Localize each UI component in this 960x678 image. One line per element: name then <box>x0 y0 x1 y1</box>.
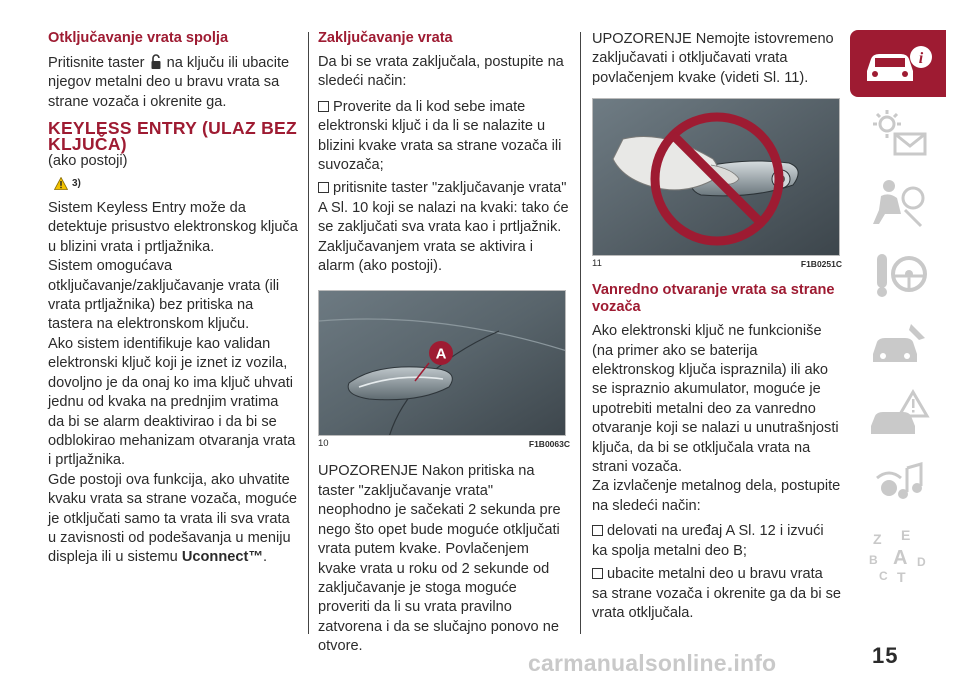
figure-11-caption <box>592 258 842 270</box>
media-music-icon <box>863 456 933 512</box>
tab-key-steering[interactable] <box>850 240 946 307</box>
text-press-key-rest: na ključu ili ubacite njegov metalni deo u bravu vrata sa strane vozača i okrenite ga. <box>48 55 290 110</box>
tab-car-info[interactable] <box>850 30 946 97</box>
tab-warning-lights[interactable] <box>850 100 946 167</box>
svg-text:C: C <box>879 568 888 583</box>
paragraph-warning-simultaneous: UPOZORENJE Nemojte istovremeno zaključavati i otključavati vrata povlačenjem kvake (videti Sl. 11). <box>592 31 834 86</box>
text-period: . <box>262 549 267 566</box>
bullet-check-key-text: Proverite da li kod sebe imate elektronski ključ i da li se nalazite u blizini kvake vrata sa strane vozača ili suvozača; <box>318 98 562 174</box>
figure-10-caption <box>318 438 570 450</box>
checkbox-bullet-icon <box>318 182 329 193</box>
column-right <box>592 30 842 623</box>
text-driver-door: Gde postoji ova funkcija, ako uhvatite kvaku vrata sa strane vozača, moguće je otključati samo ta vrata ili sva vrata u zavisnosti od podešavanja u meniju displeja ili u sistemu <box>48 471 298 566</box>
figure-number: 10 <box>318 438 329 450</box>
heading-keyless-entry: KEYLESS ENTRY (ULAZ BEZ KLJUČA) <box>48 118 298 155</box>
column-divider-right <box>580 32 581 634</box>
heading-door-lock: Zaključavanje vrata <box>318 30 453 46</box>
svg-text:Z: Z <box>873 530 882 547</box>
paragraph-extract-metal: Za izvlačenje metalnog dela, postupite na sledeći način: <box>592 478 841 514</box>
car-emergency-icon <box>863 386 933 442</box>
tab-media[interactable] <box>850 450 946 517</box>
paragraph-keyless-detect: Sistem Keyless Entry može da detektuje prisustvo elektronskog ključa u blizini vrata i prtljažnika. <box>48 200 298 255</box>
warning-triangle-icon <box>54 177 68 190</box>
tab-alphabet-index[interactable] <box>850 520 946 587</box>
paragraph-press-key <box>48 53 298 112</box>
svg-text:A: A <box>893 546 908 569</box>
car-service-icon <box>863 316 933 372</box>
bullet-check-key <box>318 98 570 176</box>
column-left <box>48 30 298 568</box>
keyless-optional-note: (ako postoji) <box>48 153 128 170</box>
svg-text:i: i <box>918 49 924 67</box>
checkbox-bullet-icon <box>592 525 603 536</box>
page-number: 15 <box>872 643 899 668</box>
bullet-press-lock <box>318 179 570 276</box>
column-middle <box>318 30 570 657</box>
watermark: carmanualsonline.info <box>528 650 777 676</box>
warning-lights-icon <box>863 106 933 162</box>
figure-code: F1B0251C <box>800 259 842 270</box>
warning-ref-number: 3) <box>72 177 81 189</box>
figure-door-handle <box>318 290 566 436</box>
unlock-padlock-icon <box>150 53 162 71</box>
checkbox-bullet-icon <box>318 101 329 112</box>
paragraph-keyless-lock: Sistem omogućava otključavanje/zaključavanje vrata (ili vrata prtljažnika) bez pritiska na tastera na elektronskom ključu. <box>48 258 280 333</box>
svg-text:T: T <box>897 568 906 584</box>
bullet-press-lock-text: pritisnite taster "zaključavanje vrata" A Sl. 10 koji se nalazi na kvaki: tako će se zaključati sva vrata kao i prtljažnik. Zaključavanjem vrata se aktivira i alarm (ako postoji). <box>318 180 569 275</box>
text-uconnect: Uconnect™ <box>181 549 263 566</box>
prohibited-handle-illustration <box>593 99 840 256</box>
seat-airbag-icon <box>863 176 933 232</box>
text-press-button: Pritisnite taster <box>48 55 145 71</box>
paragraph-keyless-driver-door <box>48 471 298 568</box>
bullet-insert-metal <box>592 565 842 623</box>
figure-number: 11 <box>592 258 602 270</box>
figure-code: F1B0063C <box>528 439 570 450</box>
column-divider-left <box>308 32 309 634</box>
svg-text:D: D <box>917 554 926 569</box>
figure-prohibited-handle <box>592 98 840 256</box>
paragraph-emergency-key: Ako elektronski ključ ne funkcioniše (na primer ako se baterija elektronskog ključa ispraznila) ili ako se ispraznio akumulator, moguće je upotrebiti metalni deo za vanredno otvaranje koji se nalazi u unutrašnjosti ključa, da bi se otključala vrata na strani vozača. <box>592 323 839 476</box>
svg-text:E: E <box>901 526 911 543</box>
warning-reference <box>54 174 298 193</box>
alphabet-index-icon <box>863 524 933 584</box>
bullet-insert-metal-text: ubacite metalni deo u bravu vrata sa strane vozača i okrenite ga da bi se vrata otključala. <box>592 566 842 621</box>
heading-emergency-opening: Vanredno otvaranje vrata sa strane vozača <box>592 282 835 316</box>
paragraph-lock-intro: Da bi se vrata zaključala, postupite na sledeći način: <box>318 54 564 90</box>
door-handle-illustration <box>319 291 566 436</box>
checkbox-bullet-icon <box>592 568 603 579</box>
chapter-tabs <box>850 30 946 590</box>
car-info-icon <box>861 41 935 87</box>
paragraph-keyless-valid: Ako sistem identifikuje kao validan elektronski ključ koji je iznet iz vozila, dovoljno je da onaj ko ima ključ uhvati jednu od kvaka na prednjim vratima da bi se alarm deaktivirao i da bi se odblokirao mehanizam otvaranja vrata i prtljažnika. <box>48 335 296 469</box>
bullet-extract-metal <box>592 522 842 561</box>
bullet-extract-metal-text: delovati na uređaj A Sl. 12 i izvući ka spolja metalni deo B; <box>592 523 824 559</box>
marker-a: A <box>435 345 447 363</box>
paragraph-warning-wait: UPOZORENJE Nakon pritiska na taster "zaključavanje vrata" neophodno je sačekati 2 sekunda pre nego što opet bude moguće otključati vrata putem kvake. Povlačenjem kvake vrata u roku od 2 sekunde od zaključavanje je stoga moguće proveriti da li su vrata pravilno zatvorena i da se slučajno ponovo ne otvore. <box>318 463 561 655</box>
tab-car-service[interactable] <box>850 310 946 377</box>
heading-outside-unlock: Otključavanje vrata spolja <box>48 30 229 46</box>
key-steering-icon <box>863 246 933 302</box>
tab-seat-airbag[interactable] <box>850 170 946 237</box>
tab-car-emergency[interactable] <box>850 380 946 447</box>
svg-text:B: B <box>869 552 878 567</box>
